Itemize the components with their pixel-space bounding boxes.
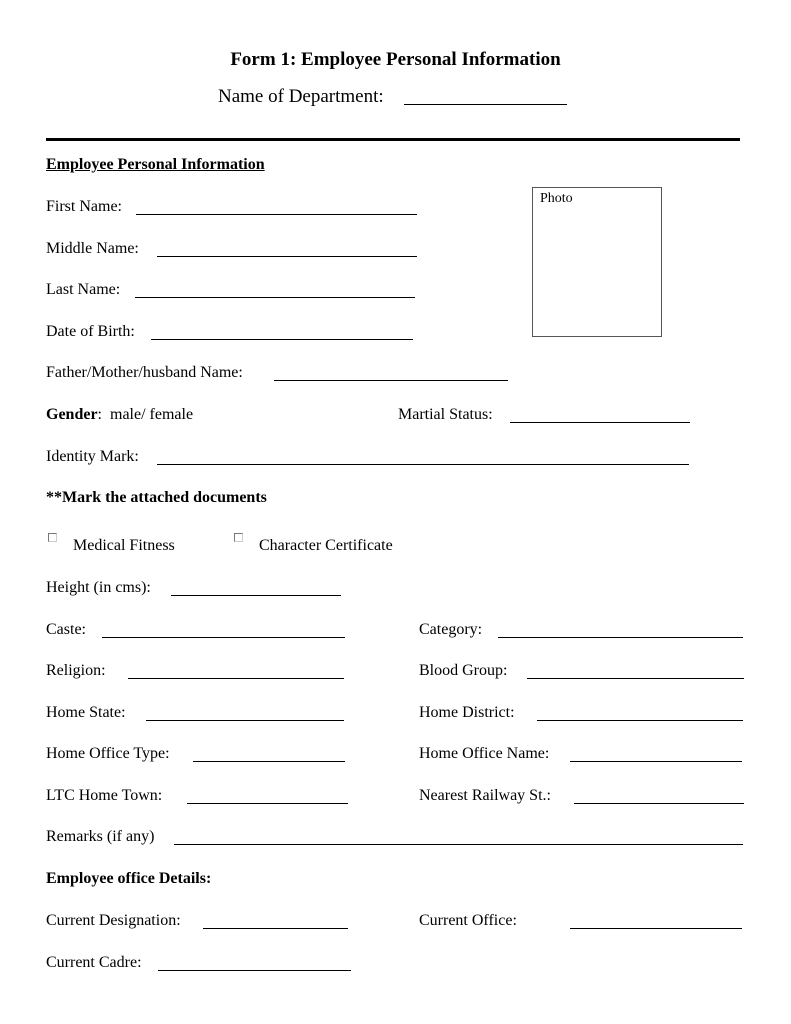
remarks-label: Remarks (if any) [46, 828, 155, 845]
category-label: Category: [419, 621, 483, 638]
remarks-field[interactable] [174, 844, 743, 845]
blood-group-label: Blood Group: [419, 662, 508, 679]
personal-section-title: Employee Personal Information [46, 156, 265, 173]
religion-field[interactable] [128, 678, 344, 679]
last-name-label: Last Name: [46, 281, 121, 298]
height-label: Height (in cms): [46, 579, 151, 596]
home-state-field[interactable] [146, 720, 344, 721]
nearest-railway-field[interactable] [574, 803, 744, 804]
designation-label: Current Designation: [46, 912, 181, 929]
parent-name-label: Father/Mother/husband Name: [46, 364, 243, 381]
current-office-field[interactable] [570, 928, 742, 929]
dob-label: Date of Birth: [46, 323, 135, 340]
parent-name-field[interactable] [274, 380, 508, 381]
office-section-title: Employee office Details: [46, 870, 212, 887]
cadre-label: Current Cadre: [46, 954, 142, 971]
home-office-name-field[interactable] [570, 761, 742, 762]
photo-box[interactable] [532, 187, 662, 337]
ltc-home-town-field[interactable] [187, 803, 348, 804]
character-certificate-checkbox[interactable] [234, 533, 243, 542]
medical-fitness-label: Medical Fitness [73, 537, 175, 554]
dob-field[interactable] [151, 339, 413, 340]
gender-options[interactable]: : male/ female [97, 406, 194, 423]
home-district-field[interactable] [537, 720, 743, 721]
gender-label: Gender [46, 406, 98, 423]
department-field[interactable] [404, 104, 567, 105]
home-office-type-label: Home Office Type: [46, 745, 170, 762]
character-certificate-label: Character Certificate [259, 537, 393, 554]
home-state-label: Home State: [46, 704, 126, 721]
cadre-field[interactable] [158, 970, 351, 971]
identity-mark-label: Identity Mark: [46, 448, 139, 465]
category-field[interactable] [498, 637, 743, 638]
department-label: Name of Department: [218, 86, 384, 107]
ltc-home-town-label: LTC Home Town: [46, 787, 163, 804]
header-divider [46, 138, 740, 141]
middle-name-field[interactable] [157, 256, 417, 257]
last-name-field[interactable] [135, 297, 415, 298]
documents-title: **Mark the attached documents [46, 489, 267, 506]
marital-status-label: Martial Status: [398, 406, 493, 423]
home-office-name-label: Home Office Name: [419, 745, 550, 762]
religion-label: Religion: [46, 662, 106, 679]
caste-label: Caste: [46, 621, 86, 638]
caste-field[interactable] [102, 637, 345, 638]
blood-group-field[interactable] [527, 678, 744, 679]
nearest-railway-label: Nearest Railway St.: [419, 787, 551, 804]
marital-status-field[interactable] [510, 422, 690, 423]
form-title: Form 1: Employee Personal Information [230, 49, 561, 70]
home-office-type-field[interactable] [193, 761, 345, 762]
identity-mark-field[interactable] [157, 464, 689, 465]
current-office-label: Current Office: [419, 912, 517, 929]
designation-field[interactable] [203, 928, 348, 929]
middle-name-label: Middle Name: [46, 240, 139, 257]
first-name-field[interactable] [136, 214, 417, 215]
home-district-label: Home District: [419, 704, 515, 721]
height-field[interactable] [171, 595, 341, 596]
first-name-label: First Name: [46, 198, 122, 215]
medical-fitness-checkbox[interactable] [48, 533, 57, 542]
photo-label: Photo [540, 191, 573, 206]
gender-row [46, 407, 193, 423]
